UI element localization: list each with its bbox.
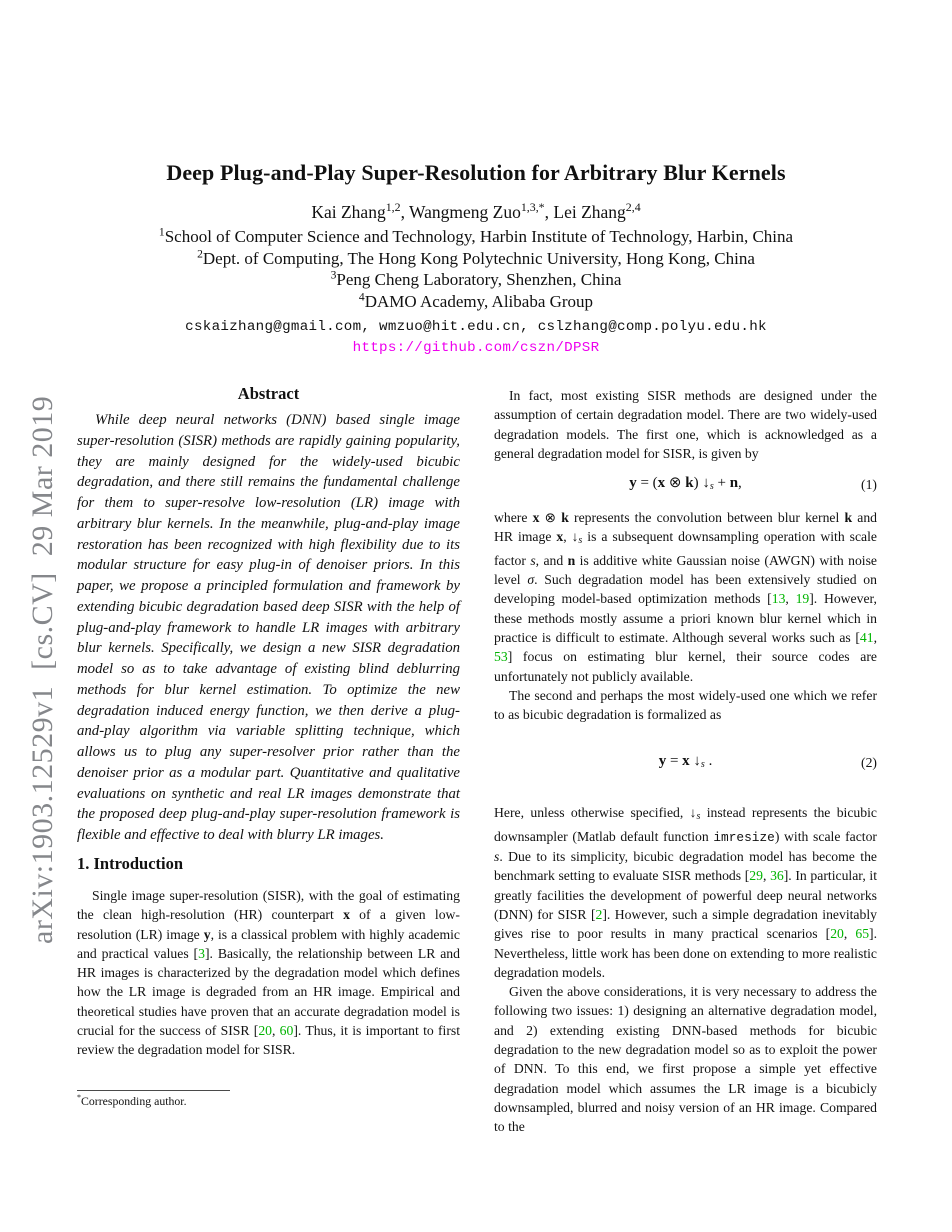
text-segment: s <box>578 535 583 547</box>
text-segment: , and <box>535 552 568 568</box>
text-segment: ) with scale factor <box>774 828 877 844</box>
citation-link[interactable]: 36 <box>770 868 784 884</box>
text-segment: and HR image <box>494 510 878 545</box>
text-segment: , Wangmeng Zuo <box>400 202 521 222</box>
right-column <box>494 386 877 1137</box>
text-segment: ⊗ <box>665 475 686 492</box>
intro-paragraph <box>77 886 460 1060</box>
text-segment: Kai Zhang <box>311 202 386 222</box>
text-segment: n <box>567 552 576 568</box>
abstract-heading: Abstract <box>237 384 300 403</box>
citation-link[interactable]: 53 <box>494 649 508 665</box>
text-segment: In fact, most existing SISR methods are designed under the assumption of certain degradation model. There are two widely-used degradation models. The first one, which is acknowledged as a general degradation model for SISR, is given by <box>494 388 877 461</box>
text-segment: Corresponding author. <box>81 1094 187 1108</box>
text-segment: ]. However, such a simple degradation inevitably gives rise to poor results in many practical scenarios [ <box>494 906 877 942</box>
text-segment: ]. Basically, the relationship between LR and HR images is characterized by the degradation model which defines how the LR image is degraded from an HR image. Empirical and theoretical studies have proven that an accurate degradation model is crucial for the success of SISR [ <box>77 945 460 1039</box>
text-segment: , ↓ <box>563 529 579 545</box>
equation-2 <box>494 751 877 775</box>
equation-1 <box>494 473 877 497</box>
text-segment: s <box>696 811 701 823</box>
text-segment: , Lei Zhang <box>544 202 626 222</box>
text-segment: is additive white Gaussian noise (AWGN) with noise level <box>494 552 878 588</box>
body-paragraph <box>494 982 877 1136</box>
text-segment: x <box>343 907 350 923</box>
citation-link[interactable]: 60 <box>279 1023 294 1039</box>
equation-2-number: (2) <box>861 755 877 771</box>
text-segment: DAMO Academy, Alibaba Group <box>364 291 594 311</box>
equation-2-body <box>659 753 713 769</box>
text-segment: of a given low-resolution (LR) image <box>77 907 460 942</box>
text-segment: 2,4 <box>625 200 641 215</box>
citation-link[interactable]: 65 <box>855 926 870 942</box>
text-segment: , <box>272 1023 280 1039</box>
text-segment: = <box>666 753 683 770</box>
arxiv-watermark: arXiv:1903.12529v1 [cs.CV] 29 Mar 2019 <box>26 395 59 944</box>
text-segment: ⊗ <box>539 510 562 526</box>
text-segment: s <box>709 481 714 493</box>
equation-1-body <box>629 475 742 491</box>
text-segment: y <box>629 475 637 492</box>
text-segment: n <box>729 475 739 492</box>
text-segment: s <box>494 849 500 865</box>
text-segment: s <box>700 759 705 771</box>
body-paragraph <box>494 803 877 982</box>
text-segment: ]. However, these methods mostly assume a priori known blur kernel which in practice is difficult to estimate. Although several works such as [ <box>494 591 877 645</box>
text-segment: . Due to its simplicity, bicubic degradation model has become the benchmark setting to evaluate SISR methods [ <box>494 849 877 884</box>
paper-title: Deep Plug-and-Play Super-Resolution for Arbitrary Blur Kernels <box>166 160 786 185</box>
affiliation-line-1 <box>0 226 952 248</box>
text-segment: y <box>658 753 667 770</box>
text-segment: s <box>530 552 536 568</box>
citation-link[interactable]: 19 <box>795 591 810 607</box>
text-segment: represents the convolution between blur kernel <box>568 510 845 526</box>
text-segment: x <box>657 475 666 492</box>
text-segment: The second and perhaps the most widely-used one which we refer to as bicubic degradation is formalized as <box>494 687 877 723</box>
footnote-rule <box>77 1090 230 1091</box>
text-segment: imresize <box>713 829 775 845</box>
text-segment: , is a classical problem with highly academic and practical values [ <box>77 926 461 961</box>
text-segment: , <box>843 926 856 942</box>
citation-link[interactable]: 41 <box>859 629 874 645</box>
text-segment: ]. In particular, it greatly facilities the development of powerful deep neural networks (DNN) for SISR [ <box>494 868 877 922</box>
text-segment: Here, unless otherwise specified, ↓ <box>494 805 697 821</box>
text-segment: + <box>713 475 730 492</box>
text-segment: x <box>556 529 564 545</box>
text-segment: 3 <box>330 268 337 282</box>
text-segment: Given the above considerations, it is very necessary to address the following two issues: 1) designing an alternative degradation model, and 2) extending existing DNN-based methods for bicubic degradation to the new degradation model so as to exploit the power of DNN. To this end, we first propose a simple yet effective degradation model which assumes the LR image is a bicubicly downsampled, blurred and noisy version of an HR image. Compared to the <box>494 984 877 1135</box>
text-segment: 2 <box>197 246 203 260</box>
footnote-block <box>77 1090 460 1109</box>
equation-1-number: (1) <box>861 477 877 493</box>
text-segment: k <box>561 510 569 526</box>
body-paragraph <box>494 508 877 686</box>
text-segment: ]. Nevertheless, little work has been done on extending to more realistic degradation models. <box>494 926 878 980</box>
body-paragraph <box>494 686 877 725</box>
text-segment: 4 <box>358 290 365 304</box>
text-segment: ]. Thus, it is important to first review the degradation model for SISR. <box>77 1023 461 1058</box>
text-segment: School of Computer Science and Technology, Harbin Institute of Technology, Harbin, China <box>164 227 794 246</box>
abstract-body: While deep neural networks (DNN) based single image super-resolution (SISR) methods are rapidly gaining popularity, they are mainly designed for the widely-used bicubic degradation, and there still remains the fundamental challenge for them to super-resolve low-resolution (LR) image with arbitrary blur kernels. In the meanwhile, plug-and-play image restoration has been recognized with high flexibility due to its modular structure for easy plug-in of denoiser priors. In this paper, we propose a principled formulation and framework by extending bicubic degradation based deep SISR with the help of plug-and-play framework to handle LR images with arbitrary blur kernels. Specifically, we design a new SISR degradation model so as to take advantage of existing blind deblurring methods for blur kernel estimation. To optimize the new degradation induced energy function, we then derive a plug-and-play algorithm via variable splitting technique, which allows us to plug any super-resolver prior rather than the denoiser prior as a modular part. Quantitative and qualitative evaluations on synthetic and real LR images demonstrate that the proposed deep plug-and-play super-resolution framework is flexible and effective to deal with blurry LR images. <box>77 412 460 843</box>
text-segment: is a subsequent downsampling operation with scale factor <box>494 529 877 568</box>
citation-link[interactable]: 2 <box>595 906 603 922</box>
text-segment: instead represents the bicubic downsampler (Matlab default function <box>494 805 877 844</box>
text-segment: , <box>738 475 742 492</box>
affiliation-line-4 <box>0 291 952 313</box>
text-segment: y <box>203 926 211 942</box>
text-segment: where <box>494 510 533 526</box>
text-segment: * <box>77 1093 82 1103</box>
authors-line <box>0 202 952 223</box>
paper-header <box>0 160 952 356</box>
text-segment: ] focus on estimating blur kernel, their source codes are unfortunately not publicly available. <box>494 649 877 684</box>
text-segment: , <box>785 591 796 607</box>
text-segment: ↓ <box>689 753 701 770</box>
author-emails: cskaizhang@gmail.com, wmzuo@hit.edu.cn, cslzhang@comp.polyu.edu.hk <box>185 319 767 336</box>
text-segment: x <box>682 753 690 770</box>
citation-link[interactable]: 20 <box>258 1023 272 1039</box>
citation-link[interactable]: 13 <box>771 591 786 607</box>
text-segment: 1,2 <box>385 200 401 215</box>
text-segment: σ <box>527 572 535 588</box>
text-segment: , <box>873 629 877 645</box>
text-segment: 1 <box>158 225 165 239</box>
text-segment: ) ↓ <box>693 475 710 492</box>
affiliation-line-2 <box>0 248 952 270</box>
text-segment: Single image super-resolution (SISR), with the goal of estimating the clean high-resolution (HR) counterpart <box>77 888 460 923</box>
citation-link[interactable]: 3 <box>198 945 205 961</box>
text-segment: k <box>685 475 694 492</box>
section-heading-introduction: 1. Introduction <box>77 854 184 873</box>
text-segment: = ( <box>636 475 658 492</box>
citation-link[interactable]: 29 <box>749 868 763 884</box>
text-segment: Dept. of Computing, The Hong Kong Polytechnic University, Hong Kong, China <box>202 248 755 268</box>
text-segment: x <box>532 510 540 526</box>
footnote-text <box>77 1094 460 1109</box>
body-paragraph <box>494 386 877 463</box>
text-segment: k <box>844 510 853 526</box>
text-segment: 1,3,* <box>520 200 545 215</box>
text-segment: . <box>704 753 713 770</box>
text-segment: Peng Cheng Laboratory, Shenzhen, China <box>336 270 622 290</box>
repo-link[interactable]: https://github.com/cszn/DPSR <box>352 340 600 357</box>
affiliation-line-3 <box>0 269 952 291</box>
text-segment: . Such degradation model has been extensively studied on developing model-based optimization methods [ <box>494 572 877 607</box>
text-segment: , <box>762 868 771 884</box>
citation-link[interactable]: 20 <box>830 926 844 942</box>
